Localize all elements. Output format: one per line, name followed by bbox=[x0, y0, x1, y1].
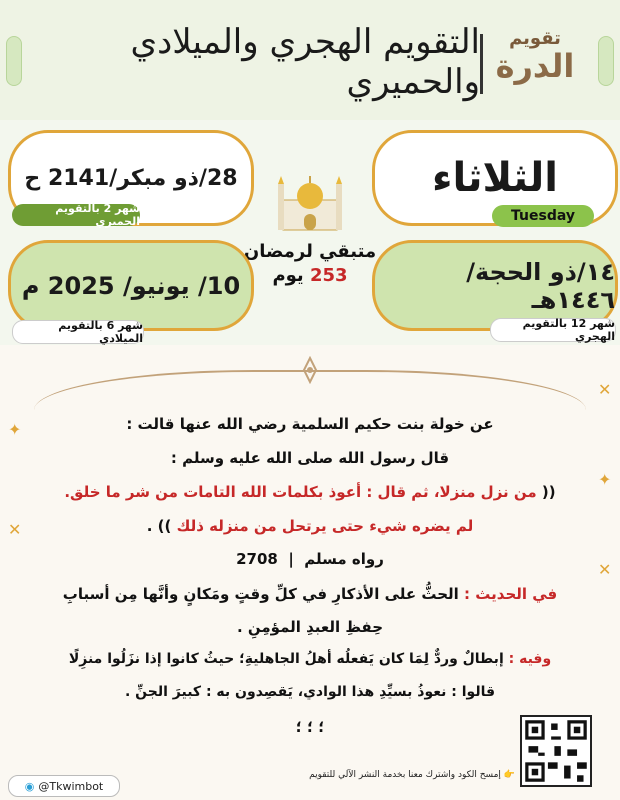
title-separator bbox=[480, 34, 483, 94]
lesson-line-2: حِفظِ العبدِ المؤمِنِ . bbox=[236, 618, 384, 636]
hadith-dua-end: لم يضره شيء حتى يرتحل من منزله ذلك bbox=[176, 517, 474, 535]
side-glyph-icon: ✦ bbox=[8, 420, 22, 439]
note-line-2: قالوا : نعوذُ بسيِّدِ هذا الوادي، يَقصِدون به : كبيرَ الجنِّ . bbox=[124, 684, 495, 700]
ramadan-days-unit: يوم bbox=[272, 265, 304, 286]
hijri-month-tag: شهر 12 بالتقويم الهجري bbox=[490, 318, 616, 342]
gregorian-date-card bbox=[8, 240, 254, 331]
hadith-close-brackets: )) . bbox=[146, 517, 172, 535]
himyari-date: 28/ذو مبكر/2141 ح bbox=[24, 165, 238, 191]
side-glyph-icon: ✕ bbox=[598, 380, 612, 399]
hadith-open-brackets: (( bbox=[541, 483, 556, 501]
hadith-chain: عن خولة بنت حكيم السلمية رضي الله عنها قالت : bbox=[126, 415, 494, 433]
mosque-column bbox=[250, 170, 370, 236]
header-banner bbox=[0, 0, 620, 123]
hadith-text-1 bbox=[40, 483, 580, 501]
left-pill-ornament bbox=[6, 36, 22, 86]
frame-ornament-icon bbox=[286, 356, 334, 384]
pointing-hand-icon: 👉 bbox=[503, 770, 515, 780]
qr-subscribe-note bbox=[280, 770, 515, 780]
bot-handle-text: @Tkwimbot bbox=[38, 779, 104, 793]
gregorian-month-tag: شهر 6 بالتقويم الميلادي bbox=[12, 320, 144, 344]
himyari-month-tag: شهر 2 بالتقويم الحميري bbox=[12, 204, 140, 226]
hadith-intro: قال رسول الله صلى الله عليه وسلم : bbox=[170, 449, 450, 467]
note-label: وفيه : bbox=[508, 651, 552, 667]
calendar-title: التقويم الهجري والميلادي والحميري bbox=[130, 22, 480, 102]
gregorian-date: 10/ يونيو/ 2025 م bbox=[21, 271, 241, 300]
hadith-dua: من نزل منزلا، ثم قال : أعوذ بكلمات الله التامات من شر ما خلق. bbox=[64, 483, 537, 501]
hadith-text-2 bbox=[40, 517, 580, 535]
right-pill-ornament bbox=[598, 36, 614, 86]
hadith-source bbox=[40, 550, 580, 568]
lesson-label: في الحديث : bbox=[464, 585, 558, 603]
hijri-date: ١٤/ذو الحجة/ ١٤٤٦هـ bbox=[466, 257, 615, 314]
ramadan-days-count: 253 bbox=[309, 265, 348, 286]
side-glyph-icon: ✦ bbox=[598, 470, 612, 489]
mosque-icon bbox=[275, 170, 345, 232]
durra-logo bbox=[490, 28, 580, 98]
note-text-1: إبطالٌ وردٌّ لِمَا كان يَفعلُه أهلُ الجاهليةِ؛ حيثُ كانوا إذا نزَلُوا منزِلًا bbox=[68, 651, 504, 667]
ramadan-countdown bbox=[230, 240, 390, 288]
source-name: رواه مسلم bbox=[304, 550, 384, 568]
telegram-icon: ◉ bbox=[24, 779, 35, 793]
ramadan-label: متبقي لرمضان bbox=[243, 241, 377, 262]
side-glyph-icon: ✕ bbox=[598, 560, 612, 579]
ending-marks: ؛ ؛ ؛ bbox=[295, 718, 325, 736]
day-arabic: الثلاثاء bbox=[432, 155, 558, 201]
source-separator: | bbox=[288, 550, 294, 568]
source-number: 2708 bbox=[236, 550, 278, 568]
note-line-1 bbox=[40, 651, 580, 667]
day-english-tag: Tuesday bbox=[492, 205, 594, 227]
side-glyph-icon: ✕ bbox=[8, 520, 22, 539]
subscribe-text: إمسح الكود واشترك معنا بخدمة النشر الآلي للتقويم bbox=[309, 770, 501, 780]
bot-handle[interactable] bbox=[8, 775, 120, 797]
lesson-line-1 bbox=[40, 585, 580, 603]
logo-top-text: تقويم bbox=[509, 28, 561, 49]
qr-code-icon[interactable] bbox=[520, 715, 592, 787]
logo-main-text: الدرة bbox=[495, 47, 575, 85]
lesson-text-1: الحثُّ على الأذكارِ في كلِّ وقتٍ ومَكانٍ وأنَّها مِن أسبابِ bbox=[62, 585, 459, 603]
